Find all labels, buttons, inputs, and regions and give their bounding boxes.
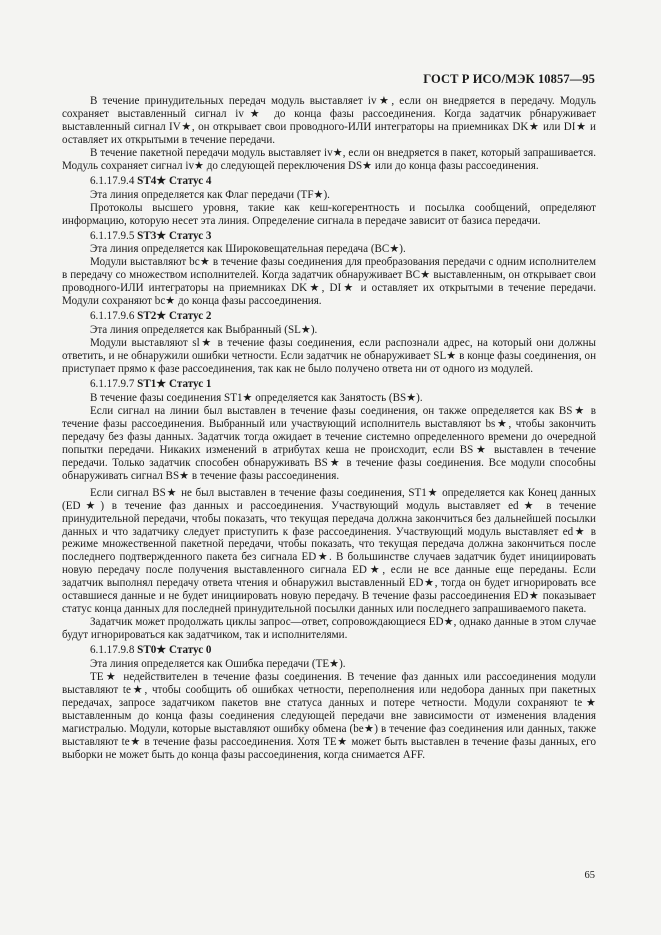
signal-name: ST0★ (137, 644, 167, 657)
section-heading (62, 175, 596, 188)
body-paragraph: Задатчик может продолжать циклы запрос—ответ, сопровождающиеся ED★, однако данные в этом случае будут игнорироваться как задатчиком, так и исполнителями. (62, 616, 596, 642)
body-paragraph: В течение принудительных передач модуль выставляет iv★, если он внедряется в передачу. Модуль сохраняет выставленный сигнал iv★ до конца фазы рассоединения. Когда задатчик рбнаруживает выставленный сигнал IV★, он открывает свои проводного-ИЛИ интеграторы на приемниках DK★ или DI★ и оставляет их открытыми в течение передачи. (62, 95, 596, 146)
section-number: 6.1.17.9.8 (90, 644, 135, 657)
status-name: Статус 0 (169, 644, 212, 657)
status-name: Статус 4 (169, 174, 212, 187)
status-name: Статус 2 (169, 310, 212, 323)
signal-name: ST2★ (137, 310, 167, 323)
body-paragraph: Эта линия определяется как Ошибка передачи (TE★). (90, 658, 346, 671)
section-number: 6.1.17.9.7 (90, 378, 135, 391)
status-name: Статус 1 (169, 378, 212, 391)
body-paragraph: Протоколы высшего уровня, такие как кеш-когерентность и посылка сообщений, определяют информацию, которую несет эта линия. Определение сигнала в передаче зависит от базиса передачи. (62, 201, 596, 227)
status-name: Статус 3 (169, 229, 212, 242)
section-number: 6.1.17.9.4 (90, 174, 135, 187)
signal-name: ST1★ (137, 378, 167, 391)
section-heading (62, 230, 596, 243)
body-paragraph: В течение фазы соединения ST1★ определяется как Занятость (BS★). (90, 391, 423, 404)
section-heading (62, 310, 596, 323)
section-heading (62, 378, 596, 391)
signal-name: ST4★ (137, 174, 167, 187)
section-number: 6.1.17.9.6 (90, 310, 135, 323)
body-paragraph: Модули выставляют sl★ в течение фазы соединения, если распознали адрес, на который они должны ответить, и не обнаружили ошибки четности. Если задатчик не обнаруживает SL★ в конце фазы соединения, он приступает прямо к фазе рассоединения, так как не было получено ответа ни от одного из модулей. (62, 337, 596, 376)
section-heading (62, 644, 596, 657)
document-header: ГОСТ Р ИСО/МЭК 10857—95 (423, 72, 595, 86)
body-paragraph: Если сигнал на линии был выставлен в течение фазы соединения, он также определяется как BS★ в течение фазы рассоединения. Выбранный или участвующий исполнитель выставляют bs★, чтобы закончить передачу без фазы данных. Задатчик тогда ожидает в течение системно определенного времени до очередной попытки передачи. Никаких изменений в атрибутах кеша не происходит, если BS★ выставлен в течение передачи. Только задатчик способен обнаруживать BS★ в течение фазы соединения. Все модули способны обнаруживать сигнал BS★ в течение фазы рассоединения. (62, 404, 596, 482)
page-number: 65 (584, 870, 595, 881)
section-number: 6.1.17.9.5 (90, 229, 135, 242)
body-paragraph: В течение пакетной передачи модуль выставляет iv★, если он внедряется в пакет, который запрашивается. Модуль сохраняет сигнал iv★ до следующей переключения DS★ или до конца фазы рассоединения. (62, 146, 596, 172)
signal-name: ST3★ (137, 229, 167, 242)
body-paragraph: Эта линия определяется как Выбранный (SL★). (90, 324, 318, 337)
document-body (62, 95, 596, 762)
body-paragraph: TE★ недействителен в течение фазы соединения. В течение фаз данных или рассоединения модули выставляют te★, чтобы сообщить об ошибках четности, переполнения или недобора данных при пакетных передачах, запросе задатчиком пакетов вне статуса данных и потере четности. Модули сохраняют te★ выставленным до конца фазы соединения следующей передачи вне зависимости от изменения владения магистралью. Модули, которые выставляют ошибку обмена (be★) в течение фаз соединения или данных, также выставляют te★ в течение фазы рассоединения. Хотя TE★ может быть выставлен в течение фазы данных, его выборки не может быть до конца фазы рассоединения, когда снимается AFF. (62, 670, 596, 761)
body-paragraph: Эта линия определяется как Широковещательная передача (BC★). (90, 243, 406, 256)
body-paragraph: Если сигнал BS★ не был выставлен в течение фазы соединения, ST1★ определяется как Конец данных (ED★) в течение фаз данных и рассоединения. Участвующий модуль выставляет ed★ в течение принудительной передачи, чтобы показать, что текущая передача должна закончиться без дальнейшей посылки данных и что задатчику следует приступить к фазе рассоединения. Участвующий модуль выставляет ed★ в режиме множественной пакетной передачи, чтобы показать, что текущая передача должна закончиться после последнего подтвержденного пакета без сигнала ED★. В большинстве случаев задатчик будет инициировать новую передачу после получения выставленного сигнала ED★, если не все данные еще переданы. Если задатчик выполнял передачу ответа чтения и обнаружил выставленный ED★, тогда он будет игнорировать все оставшиеся данные и не будет инициировать новую передачу. В течение фазы рассоединения ED★ показывает статус конца данных для последней принудительной посылки данных или последнего запрашиваемого пакета. (62, 486, 596, 616)
body-paragraph: Модули выставляют bc★ в течение фазы соединения для преобразования передачи с одним исполнителем в передачу со множеством исполнителей. Когда задатчик обнаруживает BC★ выставленным, он открывает свои проводного-ИЛИ интеграторы на приемниках DK★, DI★ и оставляет их открытыми в течение передачи. Модули сохраняют bc★ до конца фазы рассоединения. (62, 256, 596, 308)
body-paragraph: Эта линия определяется как Флаг передачи (TF★). (90, 188, 330, 201)
